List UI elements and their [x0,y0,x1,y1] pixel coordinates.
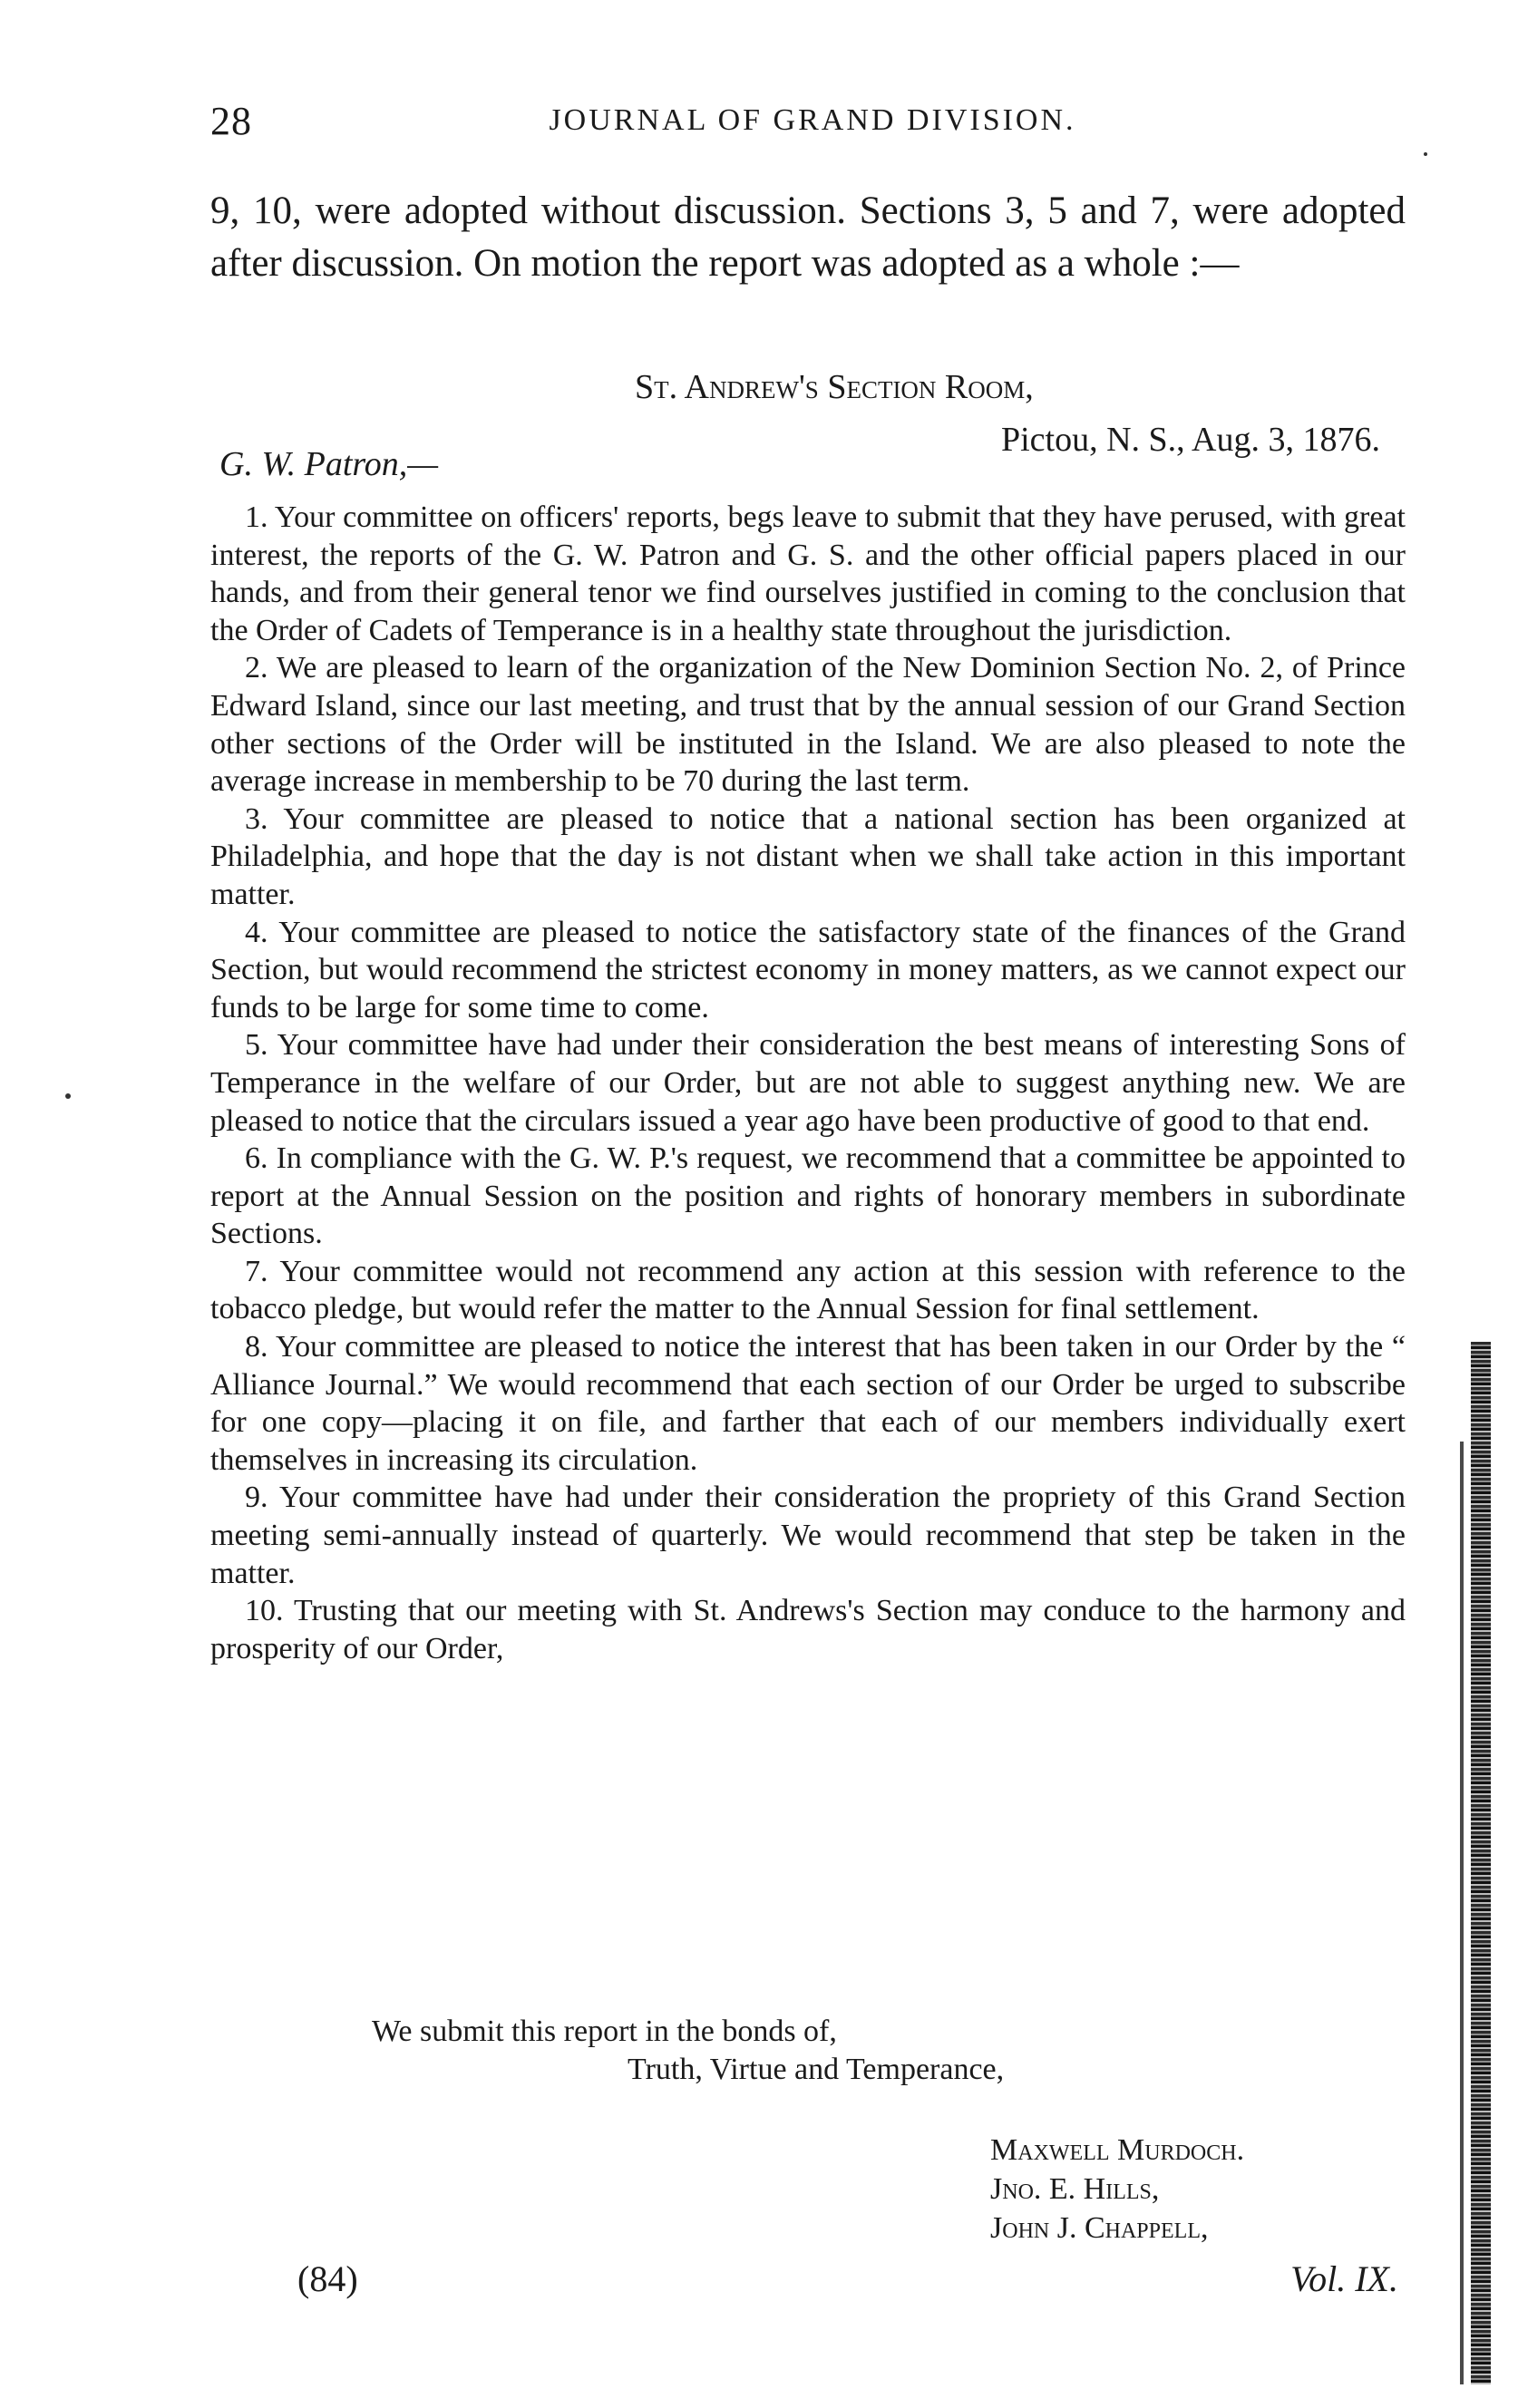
page-header [210,98,1415,152]
signature-name: John J. Chappell, [990,2211,1209,2245]
report-paragraph-5: 5. Your committee have had under their consideration the best means of interesting Sons of Temperance in the welfare of our Order, but are not able to suggest anything new. We are pleased to notice that the circulars issued a year ago have been productive of good to that end. [210,1028,1406,1138]
page-footer [210,2258,1398,2303]
signature-block [990,2131,1244,2248]
report-paragraph-3: 3. Your committee are pleased to notice that a national section has been organized at Philadelphia, and hope that the day is not distant when we shall take action in this important matter. [210,801,1406,911]
report-paragraph-4: 4. Your committee are pleased to notice the satisfactory state of the finances of the Grand Section, but would recommend the strictest economy in money matters, as we cannot expect our funds to be large for some time to come. [210,915,1406,1024]
ink-speck [1424,152,1427,156]
closing-submit-line: We submit this report in the bonds of, [372,2015,837,2048]
binding-edge [1471,1342,1491,2384]
report-paragraph-10: 10. Trusting that our meeting with St. Andrews's Section may conduce to the harmony and prosperity of our Order, [210,1594,1406,1665]
salutation: G. W. Patron,— [219,445,439,483]
report-paragraph-7: 7. Your committee would not recommend any action at this session with reference to the tobacco pledge, but would refer the matter to the Annual Session for final settlement. [210,1254,1406,1326]
signature-mark: (84) [297,2258,358,2299]
report-paragraph-1: 1. Your committee on officers' reports, begs leave to submit that they have perused, with great interest, the reports of the G. W. Patron and G. S. and the other official papers placed in our hands, and from their general tenor we find ourselves justified in coming to the conclusion that the Order of Cadets of Temperance is in a healthy state throughout the jurisdiction. [210,500,1406,647]
dateline-room: St. Andrew's Section Room, [635,368,1034,406]
signature-name: Maxwell Murdoch. [990,2133,1245,2167]
intro-text: 9, 10, were adopted without discussion. Sections 3, 5 and 7, were adopted after discussion. On motion the report was adopted as a whole :— [210,189,1406,285]
closing-motto: Truth, Virtue and Temperance, [628,2052,1005,2086]
ink-speck [65,1093,71,1099]
signature-name: Jno. E. Hills, [990,2172,1160,2206]
report-body [210,499,1406,1667]
report-paragraph-8: 8. Your committee are pleased to notice the interest that has been taken in our Order by the “ Alliance Journal.” We would recommend that each section of our Order be urged to subscribe for one copy—placing it on file, and farther that each of our members individually exert themselves in increasing its circulation. [210,1330,1406,1477]
intro-paragraph [210,185,1406,290]
running-head: JOURNAL OF GRAND DIVISION. [549,103,1076,137]
page-number: 28 [210,99,252,143]
report-paragraph-9: 9. Your committee have had under their consideration the propriety of this Grand Section meeting semi-annually instead of quarterly. We would recommend that step be taken in the matter. [210,1481,1406,1590]
report-closing [210,2013,1406,2088]
dateline-place-date: Pictou, N. S., Aug. 3, 1876. [1000,421,1380,459]
report-paragraph-2: 2. We are pleased to learn of the organization of the New Dominion Section No. 2, of Prince Edward Island, since our last meeting, and trust that by the annual session of our Grand Section other sections of the Order will be instituted in the Island. We are also pleased to note the average increase in membership to be 70 during the last term. [210,651,1406,799]
report-paragraph-6: 6. In compliance with the G. W. P.'s request, we recommend that a committee be appointed to report at the Annual Session on the position and rights of honorary members in subordinate Sections. [210,1141,1406,1251]
volume-label: Vol. IX. [1290,2258,1398,2299]
binding-shadow [1460,1442,1464,2384]
